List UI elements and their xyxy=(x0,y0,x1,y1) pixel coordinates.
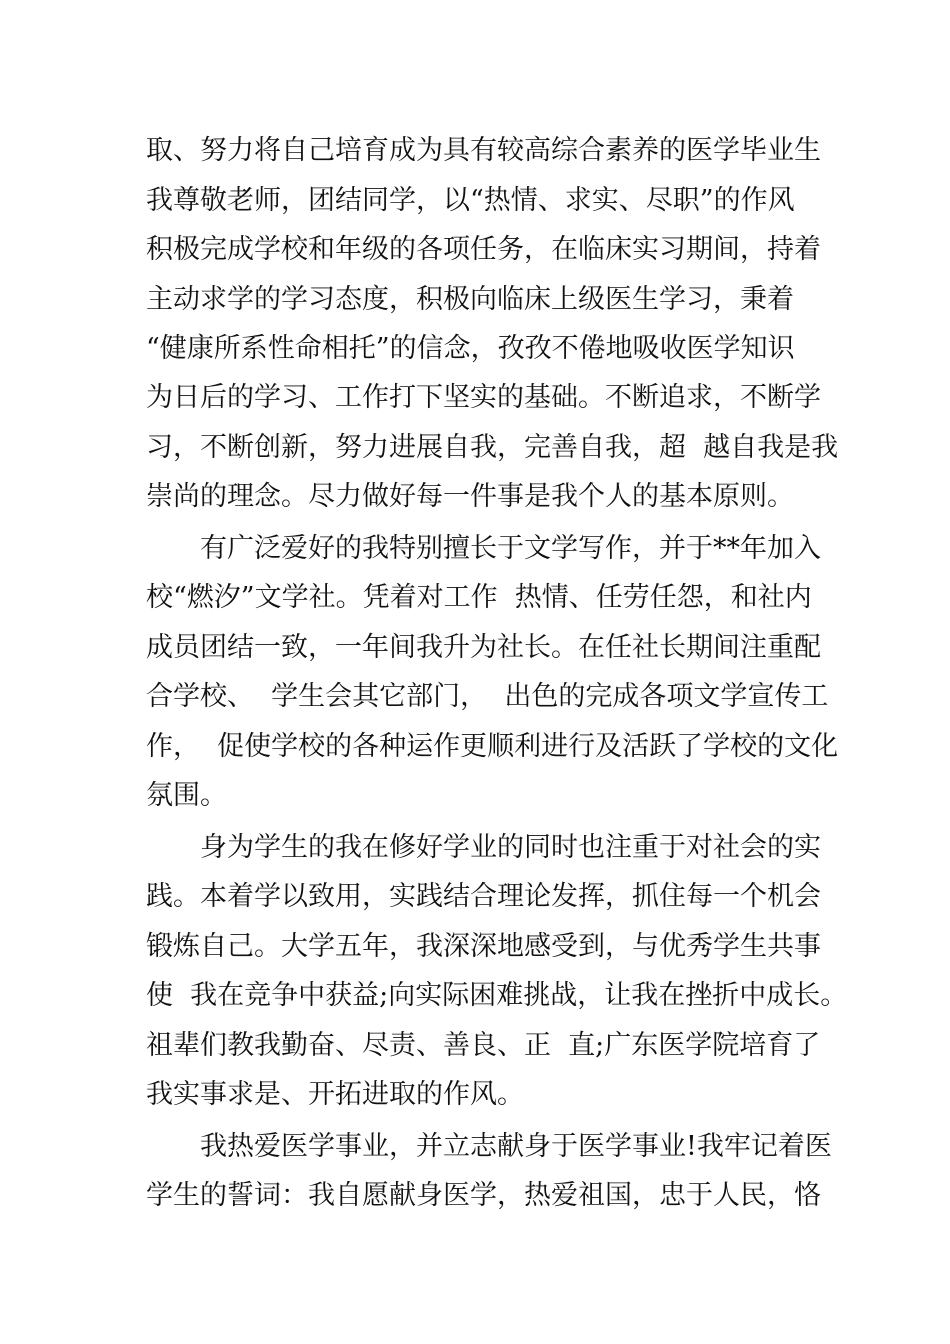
text-line: 积极完成学校和年级的各项任务，在临床实习期间，持着 xyxy=(146,234,821,265)
text-line: 氛围。 xyxy=(146,780,227,811)
text-line: 取、努力将自己培育成为具有较高综合素养的医学毕业生 xyxy=(146,135,821,166)
paragraph-first-line: 有广泛爱好的我特别擅长于文学写作，并于**年加入 xyxy=(200,533,821,564)
text-line: 学生的誓词：我自愿献身医学，热爱祖国，忠于人民，恪 xyxy=(146,1180,821,1211)
text-line: 为日后的学习、工作打下坚实的基础。不断追求，不断学 xyxy=(146,382,821,413)
text-line: “健康所系性命相托”的信念，孜孜不倦地吸收医学知识 xyxy=(146,333,795,364)
text-line: 我实事求是、开拓进取的作风。 xyxy=(146,1079,524,1110)
paragraph-first-line: 身为学生的我在修好学业的同时也注重于对社会的实 xyxy=(200,832,821,863)
text-line: 崇尚的理念。尽力做好每一件事是我个人的基本原则。 xyxy=(146,481,794,512)
text-line: 锻炼自己。大学五年，我深深地感受到，与优秀学生共事 xyxy=(146,931,821,962)
text-line: 使 我在竞争中获益;向实际困难挑战，让我在挫折中成长。 xyxy=(146,980,848,1011)
text-line: 合学校、 学生会其它部门， 出色的完成各项文学宣传工 xyxy=(146,681,829,712)
text-line: 主动求学的学习态度，积极向临床上级医生学习，秉着 xyxy=(146,284,794,315)
text-line: 践。本着学以致用，实践结合理论发挥，抓住每一个机会 xyxy=(146,881,821,912)
text-line: 校“燃汐”文学社。凭着对工作 热情、任劳任怨，和社内 xyxy=(146,582,812,613)
text-line: 成员团结一致，一年间我升为社长。在任社长期间注重配 xyxy=(146,632,821,663)
text-line: 祖辈们教我勤奋、尽责、善良、正 直;广东医学院培育了 xyxy=(146,1030,821,1061)
text-line: 我尊敬老师，团结同学，以“热情、求实、尽职”的作风 xyxy=(146,185,795,216)
text-line: 作， 促使学校的各种运作更顺利进行及活跃了学校的文化 xyxy=(146,731,839,762)
paragraph-first-line: 我热爱医学事业，并立志献身于医学事业!我牢记着医 xyxy=(200,1131,832,1162)
text-line: 习，不断创新，努力进展自我，完善自我，超 越自我是我 xyxy=(146,432,839,463)
